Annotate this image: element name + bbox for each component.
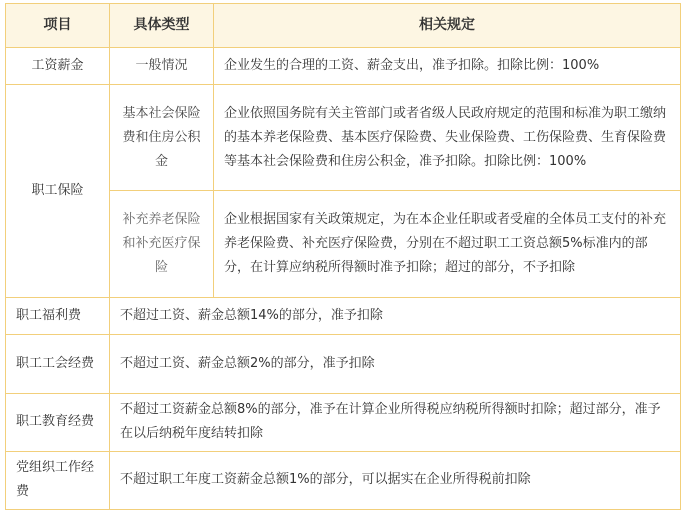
table-row-insurance-basic <box>6 85 681 191</box>
cell-rule-party: 不超过职工年度工资薪金总额1%的部分，可以据实在企业所得税前扣除 <box>110 451 681 509</box>
table-row-education <box>6 393 681 451</box>
cell-item-education: 职工教育经费 <box>6 393 110 451</box>
header-type: 具体类型 <box>110 4 214 48</box>
table-row-union <box>6 334 681 393</box>
cell-item-union: 职工工会经费 <box>6 334 110 393</box>
cell-rule-wages: 企业发生的合理的工资、薪金支出，准予扣除。扣除比例：100% <box>214 47 681 85</box>
cell-rule-insurance-basic: 企业依照国务院有关主管部门或者省级人民政府规定的范围和标准为职工缴纳的基本养老保险费、基本医疗保险费、失业保险费、工伤保险费、生育保险费等基本社会保险费和住房公积金，准予扣除。扣除比例：100% <box>214 85 681 191</box>
table-header-row <box>6 4 681 48</box>
header-item: 项目 <box>6 4 110 48</box>
table-row-party <box>6 451 681 509</box>
table-row-wages <box>6 47 681 85</box>
cell-rule-union: 不超过工资、薪金总额2%的部分，准予扣除 <box>110 334 681 393</box>
cell-item-insurance: 职工保险 <box>6 85 110 298</box>
header-rule: 相关规定 <box>214 4 681 48</box>
cell-rule-insurance-supplementary: 企业根据国家有关政策规定，为在本企业任职或者受雇的全体员工支付的补充养老保险费、补充医疗保险费，分别在不超过职工工资总额5%标准内的部分，在计算应纳税所得额时准予扣除；超过的部分，不予扣除 <box>214 191 681 298</box>
cell-rule-education: 不超过工资薪金总额8%的部分，准予在计算企业所得税应纳税所得额时扣除；超过部分，准予在以后纳税年度结转扣除 <box>110 393 681 451</box>
cell-type-insurance-basic: 基本社会保险费和住房公积金 <box>110 85 214 191</box>
cell-type-wages: 一般情况 <box>110 47 214 85</box>
cell-type-insurance-supplementary: 补充养老保险和补充医疗保险 <box>110 191 214 298</box>
table-row-welfare <box>6 298 681 335</box>
cell-item-party: 党组织工作经费 <box>6 451 110 509</box>
cell-rule-welfare: 不超过工资、薪金总额14%的部分，准予扣除 <box>110 298 681 335</box>
cell-item-wages: 工资薪金 <box>6 47 110 85</box>
deduction-policy-table <box>5 3 681 510</box>
cell-item-welfare: 职工福利费 <box>6 298 110 335</box>
